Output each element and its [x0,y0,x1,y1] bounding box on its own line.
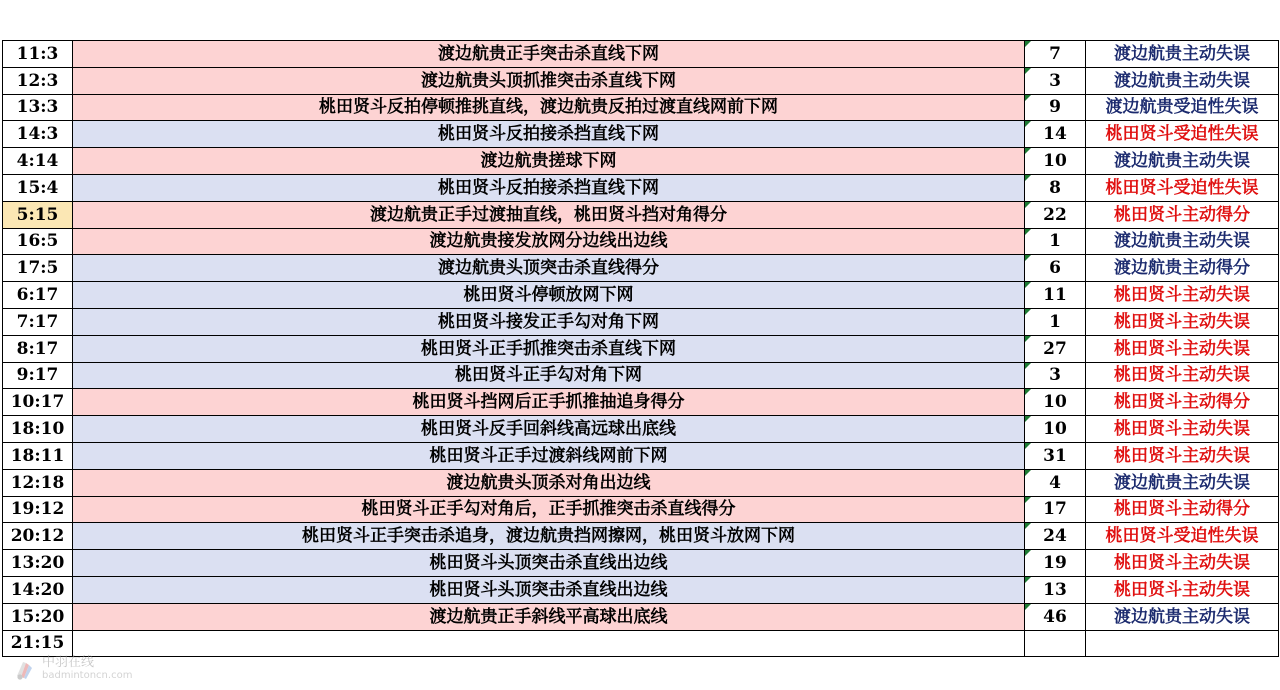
rally-shots-cell[interactable]: 4 [1025,469,1086,496]
score-cell[interactable]: 12:3 [3,67,73,94]
score-cell[interactable]: 12:18 [3,469,73,496]
description-cell[interactable]: 桃田贤斗接发正手勾对角下网 [73,308,1025,335]
table-row [3,121,1279,148]
table-row [3,174,1279,201]
table-row [3,255,1279,282]
result-cell[interactable]: 桃田贤斗主动失误 [1086,576,1279,603]
watermark-title: 中羽在线 [42,655,95,670]
result-cell[interactable]: 桃田贤斗主动得分 [1086,201,1279,228]
description-cell[interactable]: 渡边航贵正手突击杀直线下网 [73,41,1025,68]
description-cell[interactable]: 渡边航贵接发放网分边线出边线 [73,228,1025,255]
table-row [3,362,1279,389]
score-cell[interactable]: 7:17 [3,308,73,335]
result-cell[interactable]: 桃田贤斗主动失误 [1086,282,1279,309]
result-cell[interactable]: 渡边航贵主动失误 [1086,469,1279,496]
score-cell[interactable]: 11:3 [3,41,73,68]
score-cell[interactable]: 21:15 [3,630,73,657]
score-cell[interactable]: 15:4 [3,174,73,201]
description-cell[interactable]: 桃田贤斗正手过渡斜线网前下网 [73,442,1025,469]
result-cell[interactable]: 桃田贤斗主动失误 [1086,362,1279,389]
rally-shots-cell[interactable]: 1 [1025,308,1086,335]
result-cell[interactable]: 桃田贤斗受迫性失误 [1086,174,1279,201]
score-cell[interactable]: 19:12 [3,496,73,523]
score-cell[interactable]: 13:20 [3,550,73,577]
table-row [3,308,1279,335]
rally-shots-cell[interactable]: 22 [1025,201,1086,228]
rally-shots-cell[interactable]: 17 [1025,496,1086,523]
table-row [3,550,1279,577]
result-cell[interactable]: 桃田贤斗主动得分 [1086,496,1279,523]
rally-shots-cell[interactable]: 24 [1025,523,1086,550]
result-cell[interactable]: 桃田贤斗受迫性失误 [1086,121,1279,148]
result-cell[interactable]: 渡边航贵受迫性失误 [1086,94,1279,121]
description-cell[interactable]: 渡边航贵正手过渡抽直线，桃田贤斗挡对角得分 [73,201,1025,228]
result-cell[interactable]: 桃田贤斗主动失误 [1086,416,1279,443]
rally-shots-cell[interactable]: 10 [1025,389,1086,416]
rally-shots-cell[interactable]: 10 [1025,148,1086,175]
table-row [3,603,1279,630]
result-cell[interactable]: 渡边航贵主动失误 [1086,41,1279,68]
description-cell[interactable]: 渡边航贵头顶抓推突击杀直线下网 [73,67,1025,94]
score-cell[interactable]: 20:12 [3,523,73,550]
table-row [3,148,1279,175]
rally-shots-cell[interactable]: 14 [1025,121,1086,148]
description-cell[interactable]: 桃田贤斗正手抓推突击杀直线下网 [73,335,1025,362]
description-cell[interactable]: 桃田贤斗挡网后正手抓推抽追身得分 [73,389,1025,416]
rally-table-body [3,41,1279,657]
score-cell[interactable]: 16:5 [3,228,73,255]
score-cell[interactable]: 15:20 [3,603,73,630]
result-cell[interactable]: 桃田贤斗主动失误 [1086,550,1279,577]
table-row [3,630,1279,657]
score-cell[interactable]: 13:3 [3,94,73,121]
result-cell[interactable]: 桃田贤斗受迫性失误 [1086,523,1279,550]
description-cell[interactable]: 桃田贤斗反拍停顿推挑直线，渡边航贵反拍过渡直线网前下网 [73,94,1025,121]
result-cell[interactable]: 桃田贤斗主动失误 [1086,442,1279,469]
rally-shots-cell[interactable]: 31 [1025,442,1086,469]
rally-shots-cell[interactable]: 19 [1025,550,1086,577]
result-cell[interactable]: 桃田贤斗主动失误 [1086,335,1279,362]
table-row [3,389,1279,416]
table-row [3,201,1279,228]
score-cell[interactable]: 14:3 [3,121,73,148]
description-cell[interactable]: 桃田贤斗正手勾对角下网 [73,362,1025,389]
score-cell[interactable]: 6:17 [3,282,73,309]
rally-shots-cell[interactable]: 13 [1025,576,1086,603]
table-row [3,41,1279,68]
table-row [3,94,1279,121]
rally-shots-cell[interactable]: 7 [1025,41,1086,68]
rally-shots-cell[interactable]: 3 [1025,362,1086,389]
result-cell[interactable]: 桃田贤斗主动得分 [1086,389,1279,416]
score-cell[interactable]: 4:14 [3,148,73,175]
table-row [3,442,1279,469]
description-cell[interactable]: 桃田贤斗头顶突击杀直线出边线 [73,550,1025,577]
description-cell[interactable]: 桃田贤斗头顶突击杀直线出边线 [73,576,1025,603]
rally-shots-cell[interactable]: 6 [1025,255,1086,282]
rally-shots-cell[interactable]: 9 [1025,94,1086,121]
score-cell[interactable]: 9:17 [3,362,73,389]
table-row [3,469,1279,496]
table-row [3,228,1279,255]
description-cell[interactable]: 桃田贤斗正手突击杀追身，渡边航贵挡网擦网，桃田贤斗放网下网 [73,523,1025,550]
description-cell[interactable]: 桃田贤斗反手回斜线高远球出底线 [73,416,1025,443]
description-cell[interactable]: 渡边航贵正手斜线平高球出底线 [73,603,1025,630]
description-cell[interactable]: 渡边航贵搓球下网 [73,148,1025,175]
table-row [3,282,1279,309]
score-cell[interactable]: 17:5 [3,255,73,282]
description-cell[interactable]: 桃田贤斗反拍接杀挡直线下网 [73,121,1025,148]
score-cell[interactable]: 18:10 [3,416,73,443]
score-cell[interactable]: 5:15 [3,201,73,228]
watermark-url: badmintoncn.com [42,670,133,681]
description-cell[interactable]: 桃田贤斗停顿放网下网 [73,282,1025,309]
description-cell[interactable]: 桃田贤斗正手勾对角后，正手抓推突击杀直线得分 [73,496,1025,523]
score-cell[interactable]: 10:17 [3,389,73,416]
table-row [3,496,1279,523]
result-cell[interactable] [1086,630,1279,657]
score-cell[interactable]: 14:20 [3,576,73,603]
result-cell[interactable]: 渡边航贵主动失误 [1086,228,1279,255]
table-row [3,67,1279,94]
rally-shots-cell[interactable]: 8 [1025,174,1086,201]
rally-shots-cell[interactable]: 3 [1025,67,1086,94]
rally-shots-cell[interactable]: 11 [1025,282,1086,309]
table-row [3,523,1279,550]
shuttlecock-logo-icon [14,658,36,680]
result-cell[interactable]: 渡边航贵主动得分 [1086,255,1279,282]
description-cell[interactable]: 桃田贤斗反拍接杀挡直线下网 [73,174,1025,201]
watermark [14,656,154,682]
table-row [3,416,1279,443]
result-cell[interactable]: 渡边航贵主动失误 [1086,603,1279,630]
rally-shots-cell[interactable]: 46 [1025,603,1086,630]
result-cell[interactable]: 桃田贤斗主动失误 [1086,308,1279,335]
description-cell[interactable] [73,630,1025,657]
description-cell[interactable]: 渡边航贵头顶杀对角出边线 [73,469,1025,496]
score-cell[interactable]: 18:11 [3,442,73,469]
table-row [3,576,1279,603]
result-cell[interactable]: 渡边航贵主动失误 [1086,148,1279,175]
rally-shots-cell[interactable] [1025,630,1086,657]
result-cell[interactable]: 渡边航贵主动失误 [1086,67,1279,94]
rally-shots-cell[interactable]: 10 [1025,416,1086,443]
rally-shots-cell[interactable]: 1 [1025,228,1086,255]
table-row [3,335,1279,362]
rally-shots-cell[interactable]: 27 [1025,335,1086,362]
rally-table [2,40,1279,657]
description-cell[interactable]: 渡边航贵头顶突击杀直线得分 [73,255,1025,282]
score-cell[interactable]: 8:17 [3,335,73,362]
